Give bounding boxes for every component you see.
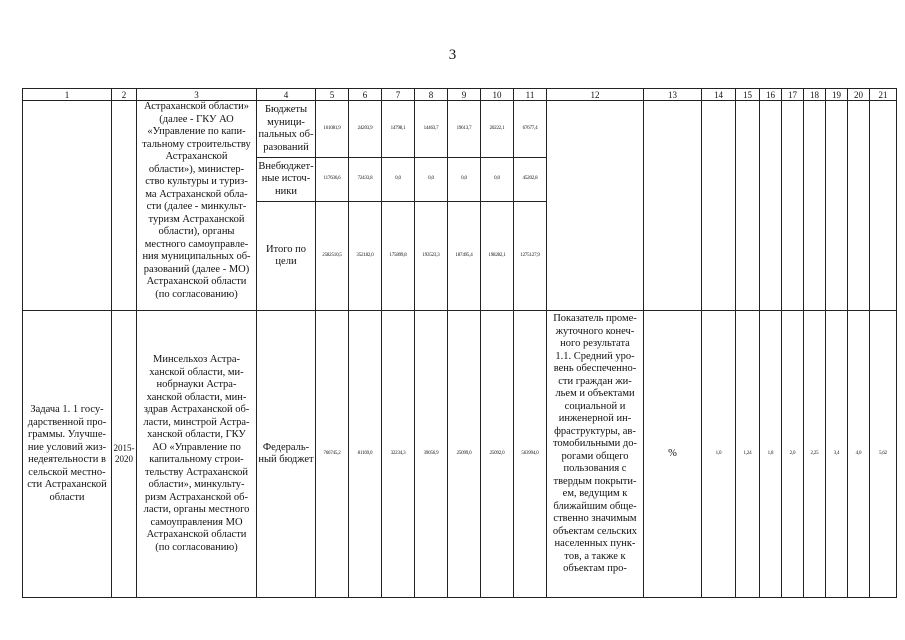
empty-cell	[736, 101, 760, 311]
funding-source-cell: Бюджеты муници- пальных об- разований	[257, 101, 316, 158]
col-num: 4	[257, 89, 316, 101]
column-number-row	[23, 89, 897, 101]
empty-cell	[782, 101, 804, 311]
task-cell-empty	[23, 101, 112, 311]
amount-cell: 19613,7	[448, 101, 481, 158]
amount-cell: 14798,1	[382, 101, 415, 158]
col-num: 9	[448, 89, 481, 101]
target-value-cell: 2,25	[804, 311, 826, 598]
amount-cell: 563994,0	[514, 311, 547, 598]
empty-cell	[547, 101, 644, 311]
col-num: 12	[547, 89, 644, 101]
amount-cell: 766745,2	[316, 311, 349, 598]
col-num: 5	[316, 89, 349, 101]
table-row	[23, 101, 897, 158]
col-num: 16	[760, 89, 782, 101]
amount-cell: 2582510,5	[316, 202, 349, 311]
amount-cell: 81169,0	[349, 311, 382, 598]
unit-cell: %	[644, 311, 702, 598]
amount-cell: 1275127,9	[514, 202, 547, 311]
amount-cell: 25099,0	[448, 311, 481, 598]
amount-cell: 0,0	[415, 158, 448, 202]
col-num: 2	[112, 89, 137, 101]
amount-cell: 0,0	[481, 158, 514, 202]
amount-cell: 175899,8	[382, 202, 415, 311]
program-table	[22, 88, 897, 598]
amount-cell: 24203,9	[349, 101, 382, 158]
task-cell: Задача 1. 1 госу- дарственной про- граммы. Улучше- ние условий жиз- недеятельности в сельской местно- сти Астраханской области	[23, 311, 112, 598]
col-num: 21	[870, 89, 897, 101]
table-row	[23, 311, 897, 598]
empty-cell	[826, 101, 848, 311]
funding-source-cell: Внебюджет- ные источ- ники	[257, 158, 316, 202]
col-num: 18	[804, 89, 826, 101]
empty-cell	[870, 101, 897, 311]
funding-source-cell: Федераль- ный бюджет	[257, 311, 316, 598]
amount-cell: 352182,0	[349, 202, 382, 311]
col-num: 8	[415, 89, 448, 101]
page-number: 3	[448, 47, 457, 63]
amount-cell: 198282,1	[481, 202, 514, 311]
amount-cell: 67677,4	[514, 101, 547, 158]
amount-cell: 14463,7	[415, 101, 448, 158]
funding-source-cell: Итого по цели	[257, 202, 316, 311]
amount-cell: 25092,0	[481, 311, 514, 598]
executors-cell: Минсельхоз Астра- ханской области, ми- нобрнауки Астра- ханской области, мин- здрав Астраханской об- ласти, минстрой Астра- ханской области, ГКУ АО «Управление по капитальному строи- тельству Астраханской области», минкульту- ризм Астраханской об- ласти, органы местного самоуправления МО Астраханской области (по согласованию)	[137, 311, 257, 598]
amount-cell: 0,0	[448, 158, 481, 202]
amount-cell: 117636,6	[316, 158, 349, 202]
col-num: 19	[826, 89, 848, 101]
col-num: 1	[23, 89, 112, 101]
col-num: 3	[137, 89, 257, 101]
amount-cell: 193523,3	[415, 202, 448, 311]
target-value-cell: 4,0	[848, 311, 870, 598]
col-num: 14	[702, 89, 736, 101]
period-cell: 2015- 2020	[112, 311, 137, 598]
col-num: 13	[644, 89, 702, 101]
target-value-cell: 1,8	[760, 311, 782, 598]
col-num: 7	[382, 89, 415, 101]
target-value-cell: 3,4	[826, 311, 848, 598]
col-num: 11	[514, 89, 547, 101]
target-value-cell: 2,0	[782, 311, 804, 598]
target-value-cell: 5,62	[870, 311, 897, 598]
amount-cell: 72433,8	[349, 158, 382, 202]
amount-cell: 187495,4	[448, 202, 481, 311]
empty-cell	[804, 101, 826, 311]
target-value-cell: 1,24	[736, 311, 760, 598]
col-num: 10	[481, 89, 514, 101]
empty-cell	[760, 101, 782, 311]
amount-cell: 39056,9	[415, 311, 448, 598]
empty-cell	[848, 101, 870, 311]
amount-cell: 32234,3	[382, 311, 415, 598]
col-num: 6	[349, 89, 382, 101]
amount-cell: 161081,9	[316, 101, 349, 158]
target-value-cell: 1,0	[702, 311, 736, 598]
col-num: 20	[848, 89, 870, 101]
amount-cell: 20222,1	[481, 101, 514, 158]
executors-cell: Астраханской области» (далее - ГКУ АО «Управление по капи- тальному строительству Астраханской области»), министер- ство культуры и туриз- ма Астраханской обла- сти (далее - минкульт- туризм Астраханской области), органы местного самоуправле- ния муниципальных об- разований (далее - МО) Астраханской области (по согласованию)	[137, 101, 257, 311]
col-num: 17	[782, 89, 804, 101]
indicator-cell: Показатель проме- жуточного конеч- ного результата 1.1. Средний уро- вень обеспеченно- сти граждан жи- льем и объектами социальной и инженерной ин- фраструктуры, ав- томобильными до- рогами общего пользования с твердым покрыти- ем, ведущим к ближайшим обще- ственно значимым объектам сельских населенных пунк- тов, а также к объектам про-	[547, 311, 644, 598]
amount-cell: 45202,8	[514, 158, 547, 202]
empty-cell	[702, 101, 736, 311]
empty-cell	[644, 101, 702, 311]
period-cell-empty	[112, 101, 137, 311]
amount-cell: 0,0	[382, 158, 415, 202]
col-num: 15	[736, 89, 760, 101]
